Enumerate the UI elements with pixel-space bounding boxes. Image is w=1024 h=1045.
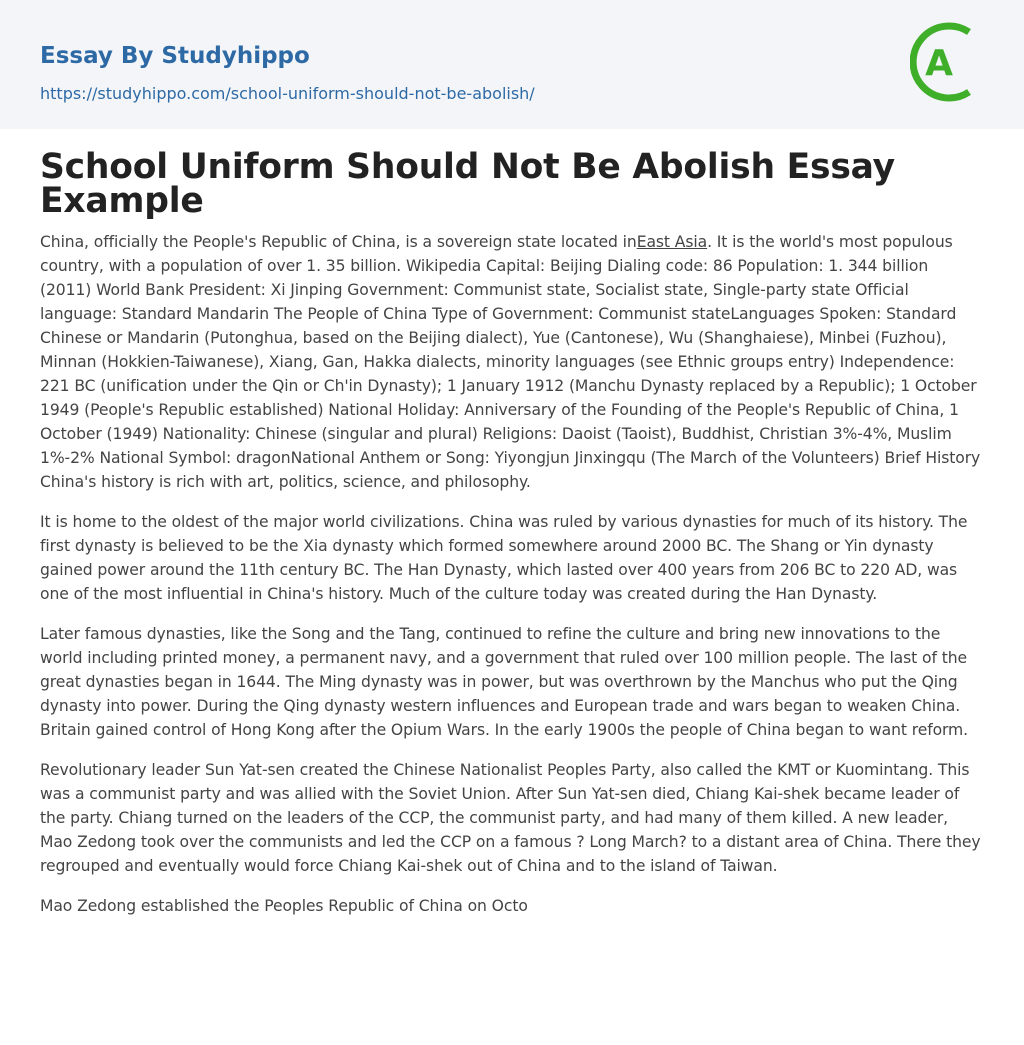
essay-paragraph-5: Mao Zedong established the Peoples Republic of China on Octo xyxy=(40,897,528,915)
site-header xyxy=(0,0,1024,129)
essay-content xyxy=(0,129,1024,918)
essay-paragraph-3: Later famous dynasties, like the Song and the Tang, continued to refine the culture and bring new innovations to the world including printed money, a permanent navy, and a government that ruled over 100 million people. The last of the great dynasties began in 1644. The Ming dynasty was in power, but was overthrown by the Manchus who put the Qing dynasty into power. During the Qing dynasty western influences and European trade and wars began to weaken China. Britain gained control of Hong Kong after the Opium Wars. In the early 1900s the people of China began to want reform. xyxy=(40,625,969,739)
east-asia-link[interactable]: East Asia xyxy=(636,233,708,251)
essay-paragraph-4: Revolutionary leader Sun Yat-sen created the Chinese Nationalist Peoples Party, also called the KMT or Kuomintang. This was a communist party and was allied with the Soviet Union. After Sun Yat-sen died, Chiang Kai-shek became leader of the party. Chiang turned on the leaders of the CCP, the communist party, and had many of them killed. A new leader, Mao Zedong took over the communists and led the CCP on a famous ? Long March? to a distant area of China. There they regrouped and eventually would force Chiang Kai-shek out of China and to the island of Taiwan. xyxy=(40,761,981,875)
essay-paragraph-1 xyxy=(40,230,984,494)
studyhippo-logo-icon[interactable] xyxy=(910,18,988,106)
paragraph-1-text-end: . It is the world's most populous country, with a population of over 1. 35 billion. Wikipedia Capital: Beijing Dialing code: 86 Population: 1. 344 billion (2011) World Bank President: Xi Jinping Government: Communist state, Socialist state, Single-party state Official language: Standard Mandarin The People of China Type of Government: Communist stateLanguages Spoken: Standard Chinese or Mandarin (Putonghua, based on the Beijing dialect), Yue (Cantonese), Wu (Shanghaiese), Minbei (Fuzhou), Minnan (Hokkien-Taiwanese), Xiang, Gan, Hakka dialects, minority languages (see Ethnic groups entry) Independence: 221 BC (unification under the Qin or Ch'in Dynasty); 1 January 1912 (Manchu Dynasty replaced by a Republic); 1 October 1949 (People's Republic established) National Holiday: Anniversary of the Founding of the People's Republic of China, 1 October (1949) Nationality: Chinese (singular and plural) Religions: Daoist (Taoist), Buddhist, Christian 3%-4%, Muslim 1%-2% National Symbol: dragonNational Anthem or Song: Yiyongjun Jinxingqu (The March of the Volunteers) Brief History China's history is rich with art, politics, science, and philosophy. xyxy=(40,233,981,491)
brand-title[interactable]: Essay By Studyhippo xyxy=(40,43,310,69)
source-url-link[interactable]: https://studyhippo.com/school-uniform-should-not-be-abolish/ xyxy=(40,84,535,103)
essay-title: School Uniform Should Not Be Abolish Essay Example xyxy=(40,147,895,221)
logo-letter: A xyxy=(925,43,953,84)
paragraph-1-text-start: China, officially the People's Republic of China, is a sovereign state located in xyxy=(40,233,637,251)
essay-paragraph-2: It is home to the oldest of the major world civilizations. China was ruled by various dynasties for much of its history. The first dynasty is believed to be the Xia dynasty which formed somewhere around 2000 BC. The Shang or Yin dynasty gained power around the 11th century BC. The Han Dynasty, which lasted over 400 years from 206 BC to 220 AD, was one of the most influential in China's history. Much of the culture today was created during the Han Dynasty. xyxy=(40,513,968,603)
